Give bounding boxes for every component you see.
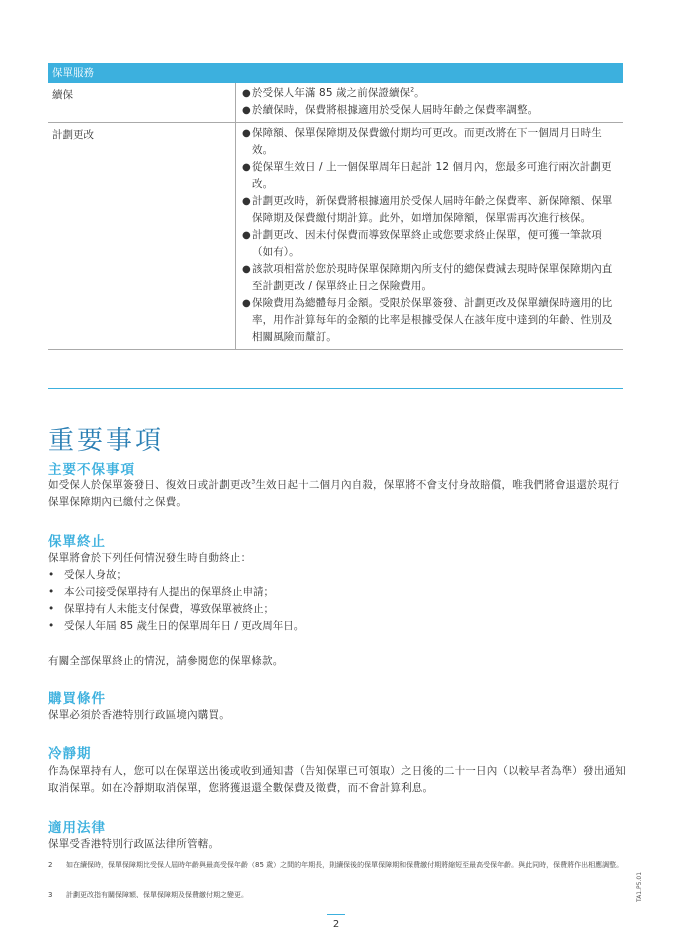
bullet-icon: ● (242, 88, 251, 99)
table-row-renewal (48, 83, 623, 123)
row-label-renewal: 續保 (48, 83, 236, 122)
list-item: • 受保人年屆 85 歲生日的保單周年日 / 更改周年日。 (48, 618, 618, 635)
list-item: ● 從保單生效日 / 上一個保單周年日起計 12 個月內，您最多可進行兩次計劃更改。 (242, 159, 623, 193)
governing-law-text: 保單受香港特別行政區法律所管轄。 (48, 838, 220, 850)
bullet-icon: ● (242, 264, 251, 275)
section-divider (48, 388, 623, 389)
cooling-off-heading: 冷靜期 (48, 746, 92, 762)
list-item: • 本公司接受保單持有人提出的保單終止申請； (48, 584, 618, 601)
bullet-icon: ● (242, 298, 251, 309)
bullet-icon: ● (242, 105, 251, 116)
governing-law-heading: 適用法律 (48, 820, 106, 836)
page-number-rule (327, 914, 345, 915)
exclusions-text: 如受保人於保單簽發日、復效日或計劃更改$^3$生效日起十二個月內自殺，保單將不會支付身故賠償，唯我們將會退還於現行保單保障期內已繳付之保費。 (48, 478, 620, 508)
footnote-3: 3 計劃更改指有關保障額、保單保障期及保費繳付期之變更。 (48, 891, 248, 899)
page-number: 2 (332, 919, 340, 930)
list-item: ● 計劃更改、因未付保費而導致保單終止或您要求終止保單，便可獲一筆款項（如有）。 (242, 227, 623, 261)
bullet-icon: • (48, 586, 55, 598)
bullet-icon: ● (242, 128, 251, 139)
termination-note: 有關全部保單終止的情況，請參閱您的保單條款。 (48, 655, 284, 667)
list-item: ● 保障額、保單保障期及保費繳付期均可更改。而更改將在下一個周月日時生效。 (242, 125, 623, 159)
list-item: ● 計劃更改時，新保費將根據適用於受保人屆時年齡之保費率、新保障額、保單保障期及保費繳付期計算。此外，如增加保障額，保單需再次進行核保。 (242, 193, 623, 227)
policy-services-table (48, 63, 623, 350)
list-item: • 保單持有人未能支付保費，導致保單被終止； (48, 601, 618, 618)
bullet-icon: • (48, 620, 55, 632)
bullet-icon: • (48, 603, 55, 615)
row-content-plan-change (236, 123, 623, 349)
footnote-2: 2 如在續保時，保單保障期比受保人屆時年齡與最高受保年齡（85 歲）之間的年期長，則續保後的保單保障期和保費繳付期將縮短至最高受保年齡。與此同時，保費將作出相應調整。 (48, 861, 624, 869)
bullet-icon: • (48, 569, 55, 581)
list-item: ● 保險費用為總體每月金額。受限於保單簽發、計劃更改及保單續保時適用的比率，用作計算每年的金額的比率是根據受保人在該年度中達到的年齡、性別及相關風險而釐訂。 (242, 295, 623, 346)
table-header: 保單服務 (48, 63, 623, 83)
list-item: ● 於受保人年滿 85 歲之前保證續保$^2$。 (242, 85, 623, 102)
purchase-text: 保單必須於香港特別行政區境內購買。 (48, 709, 230, 721)
purchase-heading: 購買條件 (48, 691, 106, 707)
page-title: 重要事項 (48, 426, 165, 456)
bullet-icon: ● (242, 162, 251, 173)
row-content-renewal (236, 83, 623, 122)
list-item: ● 該款項相當於您於現時保單保障期內所支付的總保費減去現時保單保障期內直至計劃更改 / 保單終止日之保險費用。 (242, 261, 623, 295)
document-code: TA1.P5.01 (636, 871, 643, 902)
list-item: ● 於續保時，保費將根據適用於受保人屆時年齡之保費率調整。 (242, 102, 623, 119)
cooling-off-text: 作為保單持有人，您可以在保單送出後或收到通知書（告知保單已可領取）之日後的二十一日內（以較早者為準）發出通知取消保單。如在冷靜期取消保單，您將獲退還全數保費及徵費，而不會計算利息。 (48, 765, 626, 794)
termination-list (48, 567, 618, 635)
list-item: • 受保人身故； (48, 567, 618, 584)
bullet-icon: ● (242, 230, 251, 241)
termination-heading: 保單終止 (48, 534, 106, 550)
exclusions-heading: 主要不保事項 (48, 462, 135, 478)
row-label-plan-change: 計劃更改 (48, 123, 236, 349)
bullet-icon: ● (242, 196, 251, 207)
table-row-plan-change (48, 123, 623, 350)
termination-intro: 保單將會於下列任何情況發生時自動終止： (48, 552, 252, 564)
